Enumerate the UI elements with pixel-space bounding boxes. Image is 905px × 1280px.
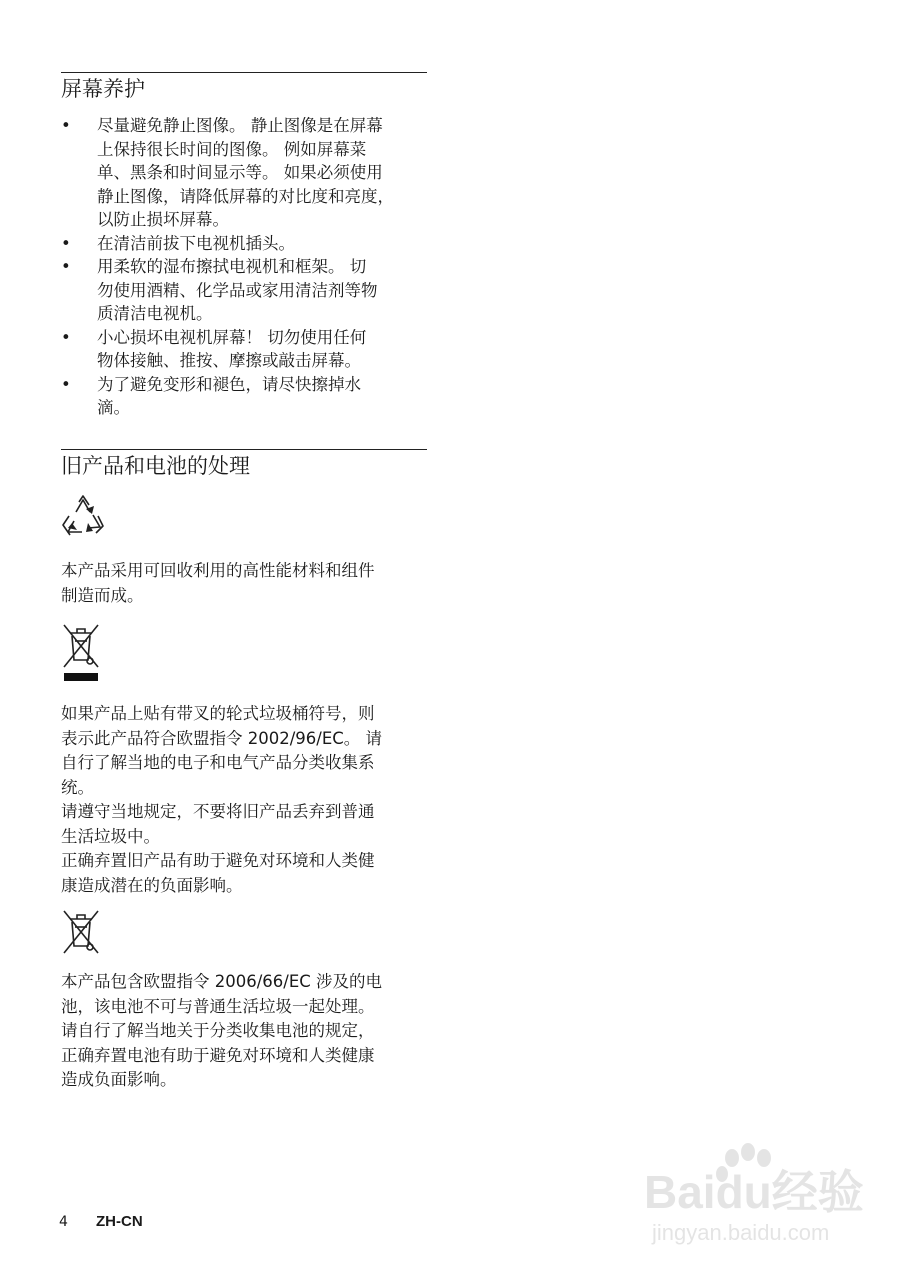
battery-paragraph [61, 970, 427, 1093]
page-number: 4 [59, 1214, 68, 1230]
line: 造成负面影响。 [61, 1070, 177, 1089]
watermark-url: jingyan.baidu.com [652, 1220, 830, 1245]
line: 请自行了解当地关于分类收集电池的规定， [61, 1021, 375, 1040]
line: 本产品采用可回收利用的高性能材料和组件 [61, 561, 375, 580]
line: 表示此产品符合欧盟指令 2002/96/EC。 请 [61, 728, 383, 748]
line: 在清洁前拔下电视机插头。 [97, 233, 295, 253]
line: 制造而成。 [61, 585, 144, 605]
line: 质清洁电视机。 [97, 304, 213, 323]
watermark-logo-text: Baidu经验 [644, 1166, 864, 1218]
line: 生活垃圾中。 [61, 826, 160, 846]
line: 静止图像，请降低屏幕的对比度和亮度， [97, 186, 394, 206]
list-item [61, 255, 431, 326]
language-code: ZH-CN [96, 1213, 143, 1230]
line: 尽量避免静止图像。 静止图像是在屏幕 [97, 116, 383, 135]
list-item [61, 373, 431, 420]
screen-care-list [61, 114, 431, 420]
line: 用柔软的湿布擦拭电视机和框架。 切 [97, 257, 367, 276]
weee-paragraph [61, 702, 427, 898]
line: 小心损坏电视机屏幕！ 切勿使用任何 [97, 327, 367, 347]
bullet: • [61, 233, 71, 253]
line: 自行了解当地的电子和电气产品分类收集系 [61, 753, 375, 772]
section-rule-top [61, 72, 427, 73]
crossed-out-wheelie-bin-icon [62, 623, 100, 683]
line: 以防止损坏屏幕。 [97, 210, 229, 229]
disposal-heading: 旧产品和电池的处理 [61, 454, 250, 478]
line: 正确弃置电池有助于避免对环境和人类健康 [61, 1045, 375, 1065]
recycle-icon [60, 492, 106, 540]
line: 康造成潜在的负面影响。 [61, 875, 243, 895]
line: 滴。 [97, 398, 130, 417]
list-item [61, 232, 431, 256]
line: 请遵守当地规定，不要将旧产品丢弃到普通 [61, 802, 375, 821]
bullet: • [61, 374, 71, 394]
crossed-out-wheelie-bin-icon [62, 909, 100, 955]
bullet: • [61, 116, 71, 135]
line: 本产品包含欧盟指令 2006/66/EC 涉及的电 [61, 972, 383, 991]
line: 正确弃置旧产品有助于避免对环境和人类健 [61, 851, 375, 870]
line: 单、黑条和时间显示等。 如果必须使用 [97, 163, 383, 182]
line: 池，该电池不可与普通生活垃圾一起处理。 [61, 996, 375, 1016]
section-rule-disposal [61, 449, 427, 450]
line: 为了避免变形和褪色，请尽快擦掉水 [97, 374, 361, 394]
line: 勿使用酒精、化学品或家用清洁剂等物 [97, 280, 378, 300]
line: 物体接触、推按、摩擦或敲击屏幕。 [97, 351, 361, 370]
line: 如果产品上贴有带叉的轮式垃圾桶符号，则 [61, 704, 375, 723]
line: 上保持很长时间的图像。 例如屏幕菜 [97, 139, 367, 159]
bullet: • [61, 327, 71, 347]
list-item [61, 114, 431, 232]
line: 统。 [61, 777, 94, 797]
baidu-watermark-logo [640, 1140, 870, 1250]
bullet: • [61, 257, 71, 276]
screen-care-heading: 屏幕养护 [61, 77, 145, 101]
list-item [61, 326, 431, 373]
recycle-paragraph [61, 559, 427, 608]
